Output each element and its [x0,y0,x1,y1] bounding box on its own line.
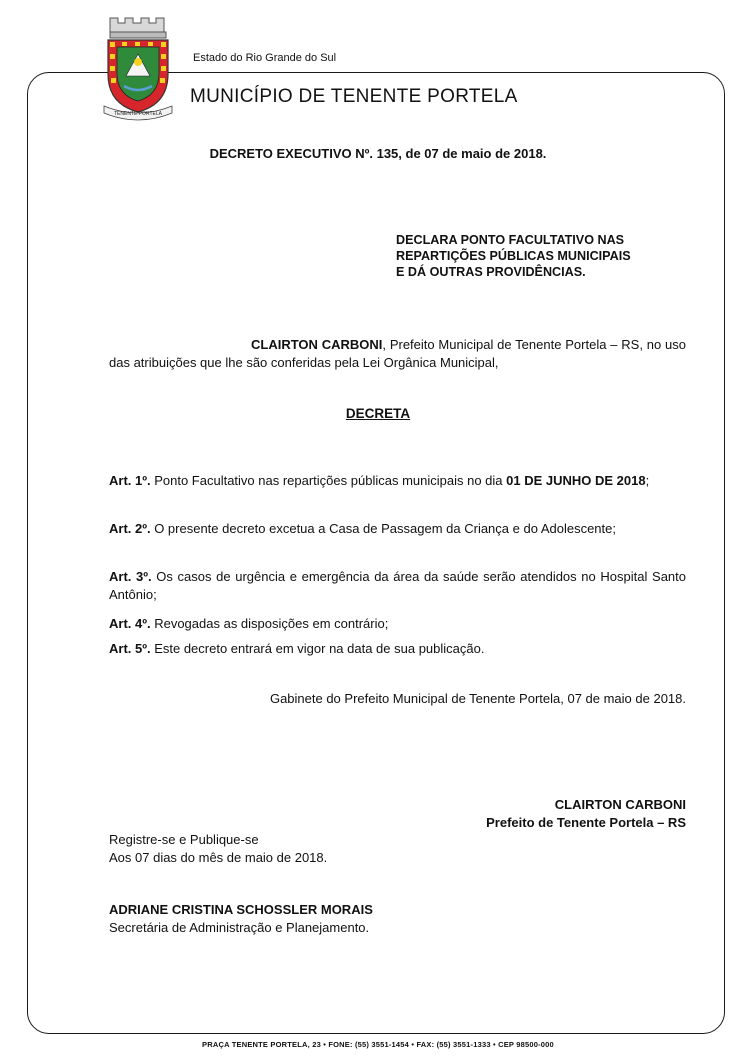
article-label: Art. 3º. [109,569,152,584]
coat-motto: TENENTE PORTELA [114,111,162,117]
decreta-heading: DECRETA [345,406,411,421]
article-4 [109,615,686,633]
article-1 [109,472,686,490]
article-end: ; [645,473,650,488]
article-text: O presente decreto excetua a Casa de Passagem da Criança e do Adolescente; [150,521,616,536]
article-text: Este decreto entrará em vigor na data de sua publicação. [150,641,485,656]
article-3 [109,568,686,604]
article-label: Art. 5º. [109,641,151,656]
article-text: Os casos de urgência e emergência da área da saúde serão atendidos no Hospital Santo Antônio; [109,569,686,602]
page-border [27,72,725,1034]
article-text: Revogadas as disposições em contrário; [150,616,389,631]
secretary-role: Secretária de Administração e Planejamento. [109,920,370,935]
registry-line: Aos 07 dias do mês de maio de 2018. [109,850,328,865]
footer-address: PRAÇA TENENTE PORTELA, 23 • FONE: (55) 3551-1454 • FAX: (55) 3551-1333 • CEP 98500-000 [202,1040,554,1049]
secretary-block [109,901,686,937]
summary-line: DECLARA PONTO FACULTATIVO NAS [396,233,625,247]
registry-block [109,831,686,867]
mayor-signature [109,796,686,832]
state-name: Estado do Rio Grande do Sul [193,52,337,64]
decree-title: DECRETO EXECUTIVO Nº. 135, de 07 de maio de 2018. [209,146,547,161]
municipality-name: MUNICÍPIO DE TENENTE PORTELA [190,86,518,107]
secretary-name: ADRIANE CRISTINA SCHOSSLER MORAIS [109,902,373,917]
article-text: Ponto Facultativo nas repartições públicas municipais no dia [150,473,507,488]
article-5 [109,640,686,658]
article-label: Art. 1º. [109,473,151,488]
summary-line: E DÁ OUTRAS PROVIDÊNCIAS. [396,265,586,279]
article-label: Art. 2º. [109,521,151,536]
preamble [109,336,686,372]
article-2 [109,520,686,538]
mayor-name: CLAIRTON CARBONI [251,337,383,352]
preamble-text: , Prefeito Municipal de Tenente Portela – RS, no uso das atribuições que lhe são conferidas pela Lei Orgânica Municipal, [109,337,686,370]
closing-line: Gabinete do Prefeito Municipal de Tenente Portela, 07 de maio de 2018. [269,691,686,706]
registry-line: Registre-se e Publique-se [109,832,259,847]
holiday-date: 01 DE JUNHO DE 2018 [506,473,646,488]
signature-name: CLAIRTON CARBONI [554,797,686,812]
summary-line: REPARTIÇÕES PÚBLICAS MUNICIPAIS [396,249,631,263]
coat-of-arms-logo [100,14,176,122]
signature-role: Prefeito de Tenente Portela – RS [486,815,686,830]
decree-summary [396,232,686,280]
article-label: Art. 4º. [109,616,151,631]
